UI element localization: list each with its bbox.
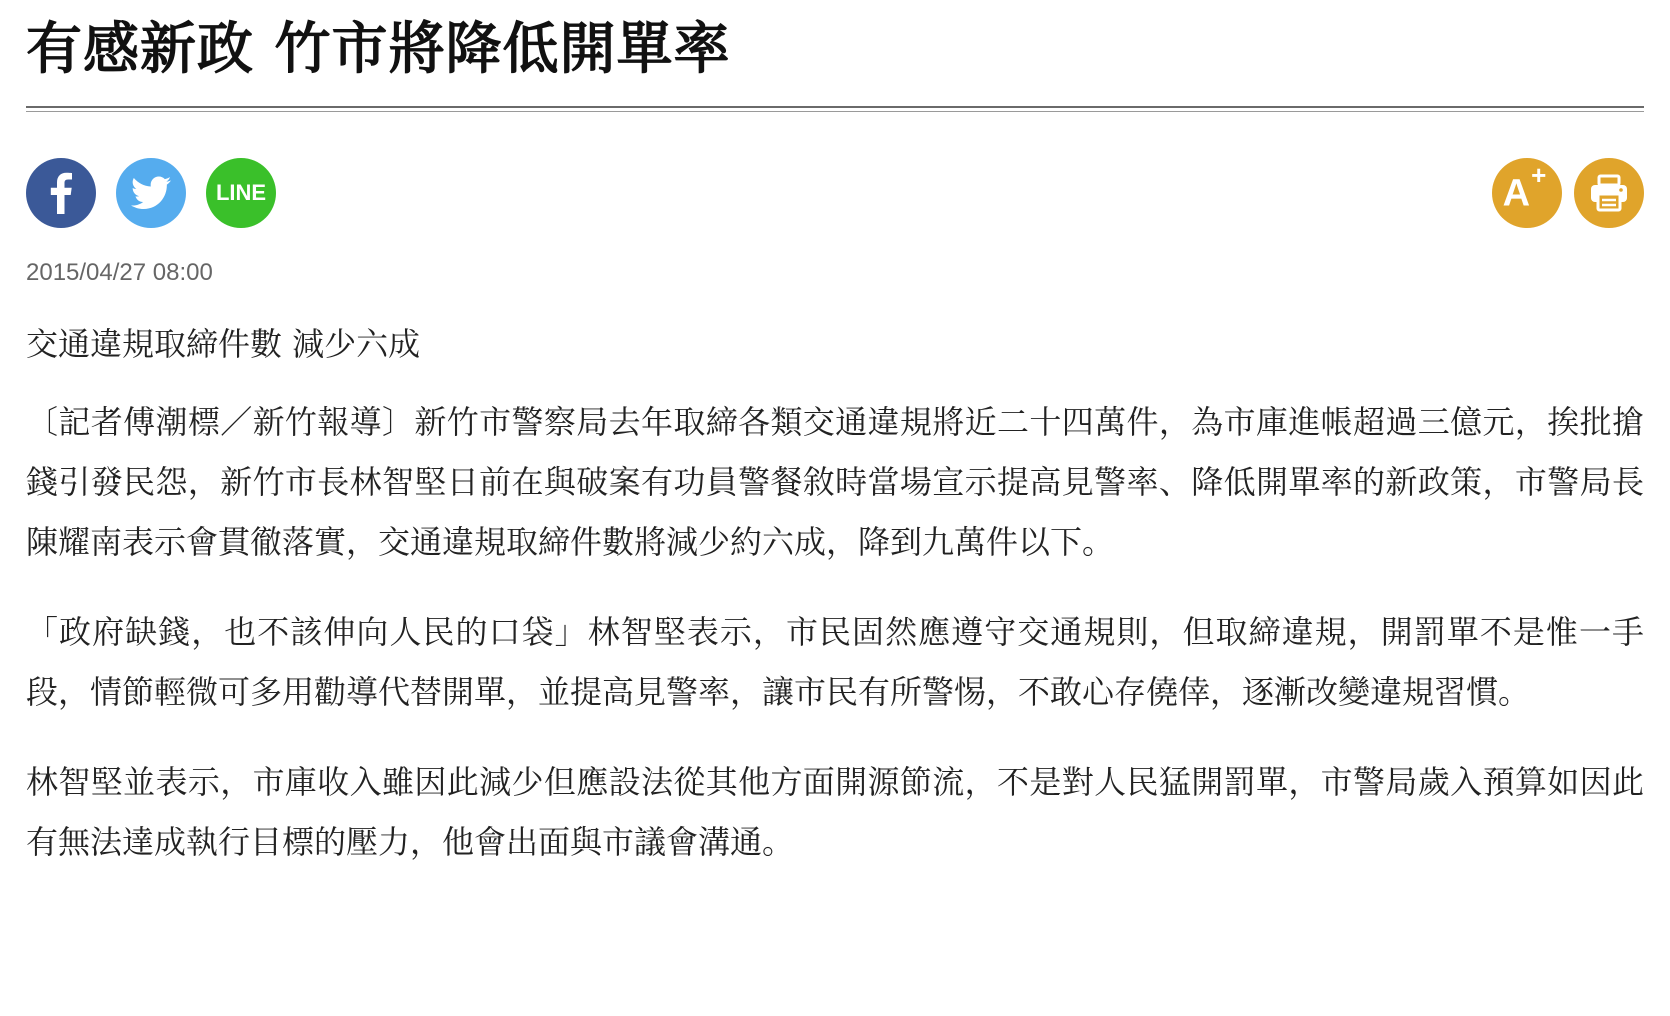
article-paragraph: 「政府缺錢，也不該伸向人民的口袋」林智堅表示，市民固然應遵守交通規則，但取締違規，開罰單不是惟一手段，情節輕微可多用勸導代替開單，並提高見警率，讓市民有所警惕，不敢心存僥倖，逐漸改變違規習慣。: [26, 613, 1644, 711]
twitter-icon: [131, 176, 171, 210]
font-size-letter: A: [1502, 172, 1531, 215]
facebook-share-button[interactable]: [26, 158, 96, 228]
print-icon: [1589, 174, 1629, 212]
font-size-plus: +: [1531, 160, 1547, 191]
article: [26, 0, 1644, 872]
share-buttons: [26, 158, 276, 228]
article-subtitle: 交通違規取締件數 減少六成: [26, 325, 421, 363]
article-toolbar: [26, 112, 1644, 232]
line-share-button[interactable]: [206, 158, 276, 228]
publish-timestamp: 2015/04/27 08:00: [26, 259, 213, 286]
twitter-share-button[interactable]: [116, 158, 186, 228]
article-paragraph: 林智堅並表示，市庫收入雖因此減少但應設法從其他方面開源節流，不是對人民猛開罰單，市警局歲入預算如因此有無法達成執行目標的壓力，他會出面與市議會溝通。: [26, 763, 1644, 861]
font-size-icon: [1502, 160, 1547, 216]
article-paragraph: 〔記者傅潮標／新竹報導〕新竹市警察局去年取締各類交通違規將近二十四萬件，為市庫進帳超過三億元，挨批搶錢引發民怨，新竹市長林智堅日前在與破案有功員警餐敘時當場宣示提高見警率、降低開單率的新政策，市警局長陳耀南表示會貫徹落實，交通違規取締件數將減少約六成，降到九萬件以下。: [26, 403, 1644, 561]
font-size-button[interactable]: [1492, 158, 1562, 228]
article-headline: 有感新政 竹市將降低開單率: [26, 17, 731, 82]
facebook-icon: [50, 172, 72, 214]
article-tools: [1492, 158, 1644, 228]
print-button[interactable]: [1574, 158, 1644, 228]
line-icon: LINE: [215, 180, 267, 205]
